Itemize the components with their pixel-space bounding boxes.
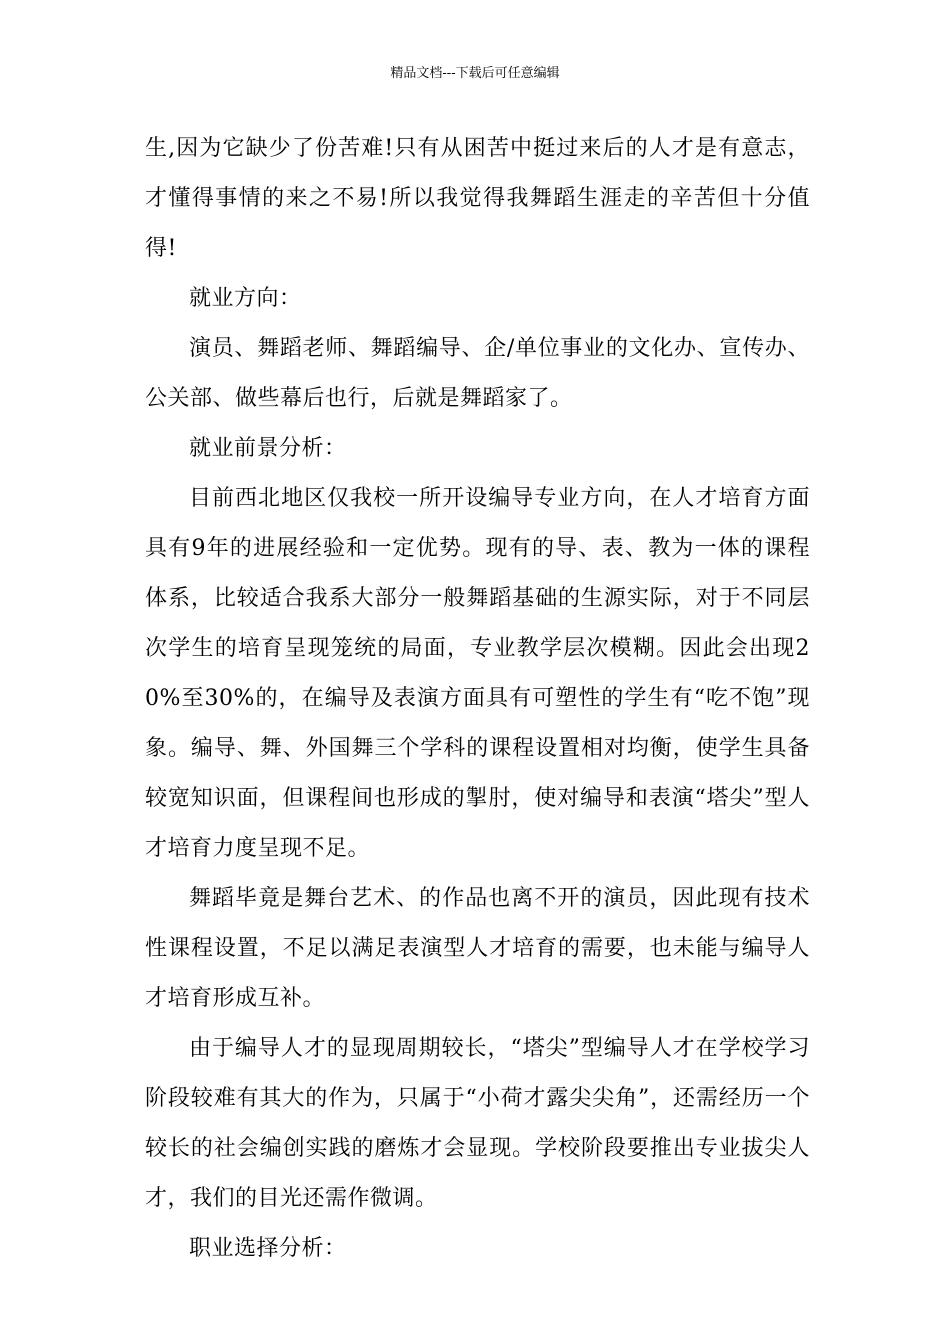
paragraph-talent-cycle: 由于编导人才的显现周期较长，“塔尖”型编导人才在学校学习阶段较难有其大的作为，只属于“小荷才露尖尖角”，还需经历一个较长的社会编创实践的磨炼才会显现。学校阶段要推出专业拔尖人才，我们的目光还需作微调。	[145, 1036, 810, 1211]
paragraph-continuation: 生,因为它缺少了份苦难!只有从困苦中挺过来后的人才是有意志，才懂得事情的来之不易!所以我觉得我舞蹈生涯走的辛苦但十分值得!	[145, 136, 810, 261]
heading-employment-direction: 就业方向：	[189, 286, 302, 311]
heading-employment-prospects: 就业前景分析：	[189, 436, 347, 461]
paragraph-stage-art: 舞蹈毕竟是舞台艺术、的作品也离不开的演员，因此现有技术性课程设置，不足以满足表演型人才培育的需要，也未能与编导人才培育形成互补。	[145, 886, 810, 1011]
page-header: 精品文档---下载后可任意编辑	[390, 66, 560, 81]
document-body	[145, 124, 810, 1274]
paragraph-employment-prospects: 目前西北地区仅我校一所开设编导专业方向，在人才培育方面具有9年的进展经验和一定优势。现有的导、表、教为一体的课程体系，比较适合我系大部分一般舞蹈基础的生源实际，对于不同层次学生的培育呈现笼统的局面，专业教学层次模糊。因此会出现20%至30%的，在编导及表演方面具有可塑性的学生有“吃不饱”现象。编导、舞、外国舞三个学科的课程设置相对均衡，使学生具备较宽知识面，但课程间也形成的掣肘，使对编导和表演“塔尖”型人才培育力度呈现不足。	[145, 486, 810, 861]
heading-career-choice: 职业选择分析：	[189, 1236, 347, 1261]
paragraph-employment-direction: 演员、舞蹈老师、舞蹈编导、企/单位事业的文化办、宣传办、公关部、做些幕后也行，后就是舞蹈家了。	[145, 336, 810, 411]
